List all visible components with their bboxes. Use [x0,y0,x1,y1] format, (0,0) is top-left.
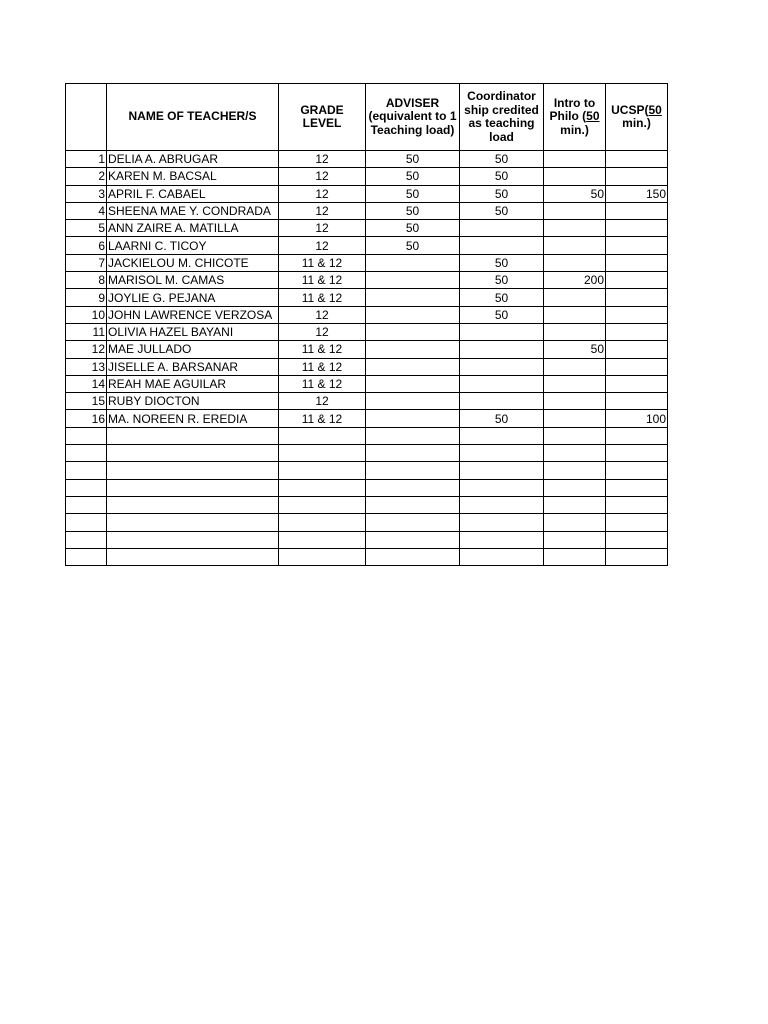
table-row [66,323,668,340]
cell-coordinatorship[interactable]: 50 [460,289,544,306]
cell-ucsp[interactable] [606,237,668,254]
cell-teacher-name[interactable] [107,462,279,479]
cell-teacher-name[interactable]: SHEENA MAE Y. CONDRADA [107,202,279,219]
cell-intro-to-philo[interactable] [544,323,606,340]
cell-grade-level[interactable] [279,496,366,513]
cell-number[interactable]: 6 [66,237,107,254]
cell-coordinatorship[interactable] [460,393,544,410]
cell-coordinatorship[interactable]: 50 [460,202,544,219]
cell-intro-to-philo[interactable]: 50 [544,341,606,358]
cell-grade-level[interactable]: 12 [279,185,366,202]
cell-coordinatorship[interactable] [460,479,544,496]
cell-coordinatorship[interactable]: 50 [460,185,544,202]
cell-ucsp[interactable] [606,323,668,340]
cell-teacher-name[interactable]: DELIA A. ABRUGAR [107,151,279,168]
cell-number[interactable]: 2 [66,168,107,185]
cell-coordinatorship[interactable]: 50 [460,272,544,289]
cell-ucsp[interactable] [606,289,668,306]
cell-intro-to-philo[interactable] [544,548,606,565]
cell-adviser[interactable]: 50 [366,237,460,254]
cell-adviser[interactable] [366,531,460,548]
cell-coordinatorship[interactable] [460,323,544,340]
cell-teacher-name[interactable]: REAH MAE AGUILAR [107,375,279,392]
cell-grade-level[interactable]: 12 [279,168,366,185]
cell-teacher-name[interactable]: ANN ZAIRE A. MATILLA [107,220,279,237]
table-row [66,358,668,375]
table-row [66,306,668,323]
cell-adviser[interactable] [366,410,460,427]
cell-adviser[interactable]: 50 [366,185,460,202]
header-number[interactable] [66,84,107,151]
cell-adviser[interactable] [366,479,460,496]
cell-intro-to-philo[interactable] [544,514,606,531]
cell-grade-level[interactable]: 12 [279,220,366,237]
table-row [66,479,668,496]
cell-coordinatorship[interactable] [460,220,544,237]
table-row [66,393,668,410]
cell-number[interactable] [66,514,107,531]
cell-ucsp[interactable] [606,393,668,410]
cell-teacher-name[interactable] [107,496,279,513]
cell-coordinatorship[interactable]: 50 [460,151,544,168]
table-row [66,427,668,444]
cell-intro-to-philo[interactable] [544,462,606,479]
header-intro-suffix: min.) [560,122,589,137]
cell-teacher-name[interactable]: MA. NOREEN R. EREDIA [107,410,279,427]
table-row [66,254,668,271]
cell-teacher-name[interactable] [107,531,279,548]
cell-adviser[interactable]: 50 [366,202,460,219]
table-row [66,220,668,237]
cell-intro-to-philo[interactable] [544,151,606,168]
table-row [66,548,668,565]
table-row [66,375,668,392]
cell-intro-to-philo[interactable] [544,393,606,410]
cell-coordinatorship[interactable]: 50 [460,306,544,323]
cell-grade-level[interactable] [279,514,366,531]
cell-teacher-name[interactable]: OLIVIA HAZEL BAYANI [107,323,279,340]
cell-teacher-name[interactable]: JOHN LAWRENCE VERZOSA [107,306,279,323]
cell-number[interactable]: 3 [66,185,107,202]
cell-coordinatorship[interactable] [460,358,544,375]
cell-intro-to-philo[interactable]: 200 [544,272,606,289]
cell-coordinatorship[interactable] [460,427,544,444]
header-ucsp-prefix: UCSP( [611,102,649,117]
cell-grade-level[interactable] [279,531,366,548]
cell-adviser[interactable] [366,393,460,410]
table-row [66,185,668,202]
cell-coordinatorship[interactable] [460,462,544,479]
cell-intro-to-philo[interactable] [544,254,606,271]
cell-teacher-name[interactable] [107,514,279,531]
cell-grade-level[interactable]: 12 [279,151,366,168]
cell-coordinatorship[interactable] [460,445,544,462]
cell-intro-to-philo[interactable] [544,237,606,254]
cell-adviser[interactable] [366,323,460,340]
cell-grade-level[interactable]: 12 [279,306,366,323]
header-coordinatorship[interactable]: Coordinator ship credited as teaching load [460,84,544,151]
cell-teacher-name[interactable]: LAARNI C. TICOY [107,237,279,254]
cell-grade-level[interactable]: 11 & 12 [279,254,366,271]
table-body [66,151,668,566]
cell-intro-to-philo[interactable] [544,202,606,219]
cell-grade-level[interactable] [279,462,366,479]
header-ucsp-suffix: min.) [622,116,651,130]
cell-teacher-name[interactable] [107,479,279,496]
cell-adviser[interactable] [366,306,460,323]
cell-adviser[interactable] [366,496,460,513]
cell-number[interactable]: 8 [66,272,107,289]
cell-grade-level[interactable]: 11 & 12 [279,272,366,289]
cell-adviser[interactable] [366,341,460,358]
cell-teacher-name[interactable]: RUBY DIOCTON [107,393,279,410]
cell-intro-to-philo[interactable] [544,445,606,462]
cell-teacher-name[interactable]: JACKIELOU M. CHICOTE [107,254,279,271]
cell-grade-level[interactable]: 12 [279,237,366,254]
table-row [66,462,668,479]
cell-coordinatorship[interactable] [460,548,544,565]
header-ucsp[interactable] [606,84,668,151]
cell-number[interactable]: 4 [66,202,107,219]
cell-intro-to-philo[interactable] [544,306,606,323]
cell-ucsp[interactable] [606,375,668,392]
cell-grade-level[interactable]: 12 [279,323,366,340]
table-row [66,410,668,427]
cell-ucsp[interactable] [606,151,668,168]
cell-number[interactable]: 7 [66,254,107,271]
cell-number[interactable] [66,445,107,462]
cell-teacher-name[interactable] [107,445,279,462]
cell-ucsp[interactable] [606,548,668,565]
cell-ucsp[interactable]: 100 [606,410,668,427]
cell-intro-to-philo[interactable] [544,531,606,548]
cell-adviser[interactable]: 50 [366,151,460,168]
cell-teacher-name[interactable]: MAE JULLADO [107,341,279,358]
cell-number[interactable] [66,462,107,479]
cell-coordinatorship[interactable] [460,514,544,531]
cell-teacher-name[interactable]: APRIL F. CABAEL [107,185,279,202]
table-row [66,514,668,531]
cell-intro-to-philo[interactable] [544,168,606,185]
cell-intro-to-philo[interactable] [544,479,606,496]
teacher-load-table [65,83,668,566]
cell-ucsp[interactable] [606,358,668,375]
cell-adviser[interactable] [366,548,460,565]
table-row [66,496,668,513]
cell-ucsp[interactable] [606,168,668,185]
cell-adviser[interactable] [366,427,460,444]
cell-grade-level[interactable]: 11 & 12 [279,289,366,306]
cell-intro-to-philo[interactable] [544,496,606,513]
cell-teacher-name[interactable] [107,427,279,444]
cell-number[interactable]: 14 [66,375,107,392]
cell-grade-level[interactable]: 11 & 12 [279,410,366,427]
cell-coordinatorship[interactable]: 50 [460,254,544,271]
cell-intro-to-philo[interactable] [544,410,606,427]
table-row [66,151,668,168]
cell-adviser[interactable] [366,254,460,271]
cell-coordinatorship[interactable] [460,531,544,548]
table-row [66,272,668,289]
cell-number[interactable] [66,531,107,548]
cell-number[interactable]: 9 [66,289,107,306]
cell-grade-level[interactable] [279,427,366,444]
cell-ucsp[interactable] [606,427,668,444]
cell-teacher-name[interactable]: JOYLIE G. PEJANA [107,289,279,306]
cell-number[interactable] [66,427,107,444]
table-row [66,341,668,358]
cell-grade-level[interactable] [279,445,366,462]
cell-number[interactable]: 13 [66,358,107,375]
cell-intro-to-philo[interactable] [544,375,606,392]
cell-adviser[interactable] [366,375,460,392]
cell-teacher-name[interactable] [107,548,279,565]
cell-grade-level[interactable]: 12 [279,393,366,410]
header-row [66,84,668,151]
cell-number[interactable] [66,479,107,496]
cell-ucsp[interactable] [606,341,668,358]
header-grade-level[interactable]: GRADE LEVEL [279,84,366,151]
cell-intro-to-philo[interactable] [544,289,606,306]
table-row [66,289,668,306]
cell-adviser[interactable] [366,358,460,375]
cell-adviser[interactable]: 50 [366,220,460,237]
cell-coordinatorship[interactable]: 50 [460,410,544,427]
cell-intro-to-philo[interactable] [544,220,606,237]
header-intro-to-philo[interactable] [544,84,606,151]
cell-coordinatorship[interactable] [460,375,544,392]
cell-adviser[interactable] [366,289,460,306]
header-name[interactable]: NAME OF TEACHER/S [107,84,279,151]
cell-adviser[interactable] [366,445,460,462]
cell-adviser[interactable] [366,462,460,479]
cell-intro-to-philo[interactable]: 50 [544,185,606,202]
cell-grade-level[interactable]: 11 & 12 [279,375,366,392]
cell-grade-level[interactable]: 11 & 12 [279,358,366,375]
cell-adviser[interactable] [366,514,460,531]
cell-ucsp[interactable] [606,254,668,271]
header-intro-prefix: Intro to Philo ( [549,95,596,124]
cell-number[interactable]: 5 [66,220,107,237]
table-row [66,531,668,548]
cell-teacher-name[interactable]: MARISOL M. CAMAS [107,272,279,289]
cell-grade-level[interactable]: 12 [279,202,366,219]
cell-ucsp[interactable] [606,306,668,323]
cell-teacher-name[interactable]: KAREN M. BACSAL [107,168,279,185]
cell-coordinatorship[interactable] [460,341,544,358]
table-row [66,445,668,462]
cell-number[interactable]: 11 [66,323,107,340]
cell-teacher-name[interactable]: JISELLE A. BARSANAR [107,358,279,375]
cell-number[interactable] [66,548,107,565]
cell-coordinatorship[interactable] [460,237,544,254]
cell-ucsp[interactable] [606,462,668,479]
cell-number[interactable]: 10 [66,306,107,323]
table-row [66,168,668,185]
header-intro-underline: 50 [586,109,600,124]
cell-number[interactable]: 1 [66,151,107,168]
cell-ucsp[interactable] [606,220,668,237]
table-row [66,237,668,254]
cell-number[interactable]: 15 [66,393,107,410]
header-adviser[interactable]: ADVISER (equivalent to 1 Teaching load) [366,84,460,151]
cell-coordinatorship[interactable]: 50 [460,168,544,185]
cell-adviser[interactable] [366,272,460,289]
cell-adviser[interactable]: 50 [366,168,460,185]
cell-intro-to-philo[interactable] [544,427,606,444]
cell-ucsp[interactable] [606,496,668,513]
cell-ucsp[interactable] [606,202,668,219]
cell-grade-level[interactable]: 11 & 12 [279,341,366,358]
cell-grade-level[interactable] [279,548,366,565]
cell-ucsp[interactable] [606,445,668,462]
cell-grade-level[interactable] [279,479,366,496]
table-row [66,202,668,219]
cell-number[interactable] [66,496,107,513]
header-ucsp-underline: 50 [648,102,662,117]
cell-ucsp[interactable]: 150 [606,185,668,202]
cell-number[interactable]: 12 [66,341,107,358]
cell-coordinatorship[interactable] [460,496,544,513]
cell-ucsp[interactable] [606,272,668,289]
cell-ucsp[interactable] [606,531,668,548]
cell-intro-to-philo[interactable] [544,358,606,375]
cell-number[interactable]: 16 [66,410,107,427]
cell-ucsp[interactable] [606,479,668,496]
cell-ucsp[interactable] [606,514,668,531]
